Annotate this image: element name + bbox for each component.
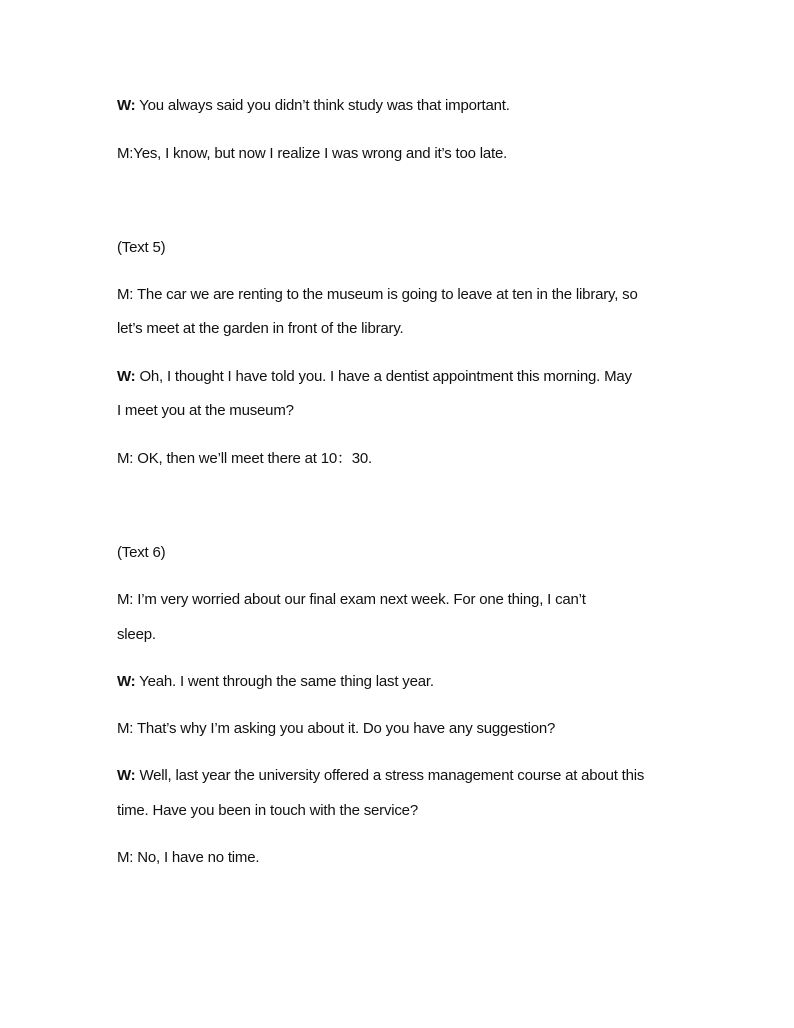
dialogue-line-w-1 [117, 97, 687, 115]
dialogue-text: Well, last year the university offered a stress management course at about this [135, 767, 645, 784]
dialogue-text: I’m very worried about our final exam next week. For one thing, I can’t [133, 591, 586, 608]
dialogue-line-m-6 [117, 849, 687, 867]
dialogue-line-m-4 [117, 591, 687, 609]
dialogue-line-m-2 [117, 286, 687, 304]
speaker-label: M: [117, 145, 134, 162]
dialogue-line-m-3 [117, 450, 687, 468]
dialogue-text: Yeah. I went through the same thing last year. [135, 673, 434, 690]
dialogue-line-w-4-continued: time. Have you been in touch with the service? [117, 802, 418, 819]
speaker-label: M: [117, 286, 134, 303]
dialogue-line-m-1 [117, 145, 687, 163]
speaker-label: M: [117, 849, 134, 866]
dialogue-text: No, I have no time. [133, 849, 260, 866]
dialogue-line-w-2 [117, 368, 687, 386]
dialogue-text: The car we are renting to the museum is going to leave at ten in the library, so [133, 286, 638, 303]
dialogue-line-w-2-continued: I meet you at the museum? [117, 402, 294, 419]
dialogue-line-m-4-continued: sleep. [117, 626, 156, 643]
speaker-label: M: [117, 450, 134, 467]
dialogue-text: That’s why I’m asking you about it. Do you have any suggestion? [133, 720, 556, 737]
speaker-label: M: [117, 720, 134, 737]
speaker-label: W: [117, 97, 136, 114]
dialogue-text: Oh, I thought I have told you. I have a dentist appointment this morning. May [135, 368, 632, 385]
speaker-label: M: [117, 591, 134, 608]
section-title-text-6: (Text 6) [117, 544, 166, 561]
dialogue-text: Yes, I know, but now I realize I was wrong and it’s too late. [133, 145, 508, 162]
speaker-label: W: [117, 368, 136, 385]
dialogue-line-m-5 [117, 720, 687, 738]
speaker-label: W: [117, 673, 136, 690]
dialogue-line-w-3 [117, 673, 687, 691]
dialogue-line-m-2-continued: let’s meet at the garden in front of the library. [117, 320, 404, 337]
dialogue-text: OK, then we’ll meet there at 10：30. [133, 450, 373, 467]
speaker-label: W: [117, 767, 136, 784]
dialogue-text: You always said you didn’t think study was that important. [135, 97, 510, 114]
dialogue-line-w-4 [117, 767, 687, 785]
section-title-text-5: (Text 5) [117, 239, 166, 256]
